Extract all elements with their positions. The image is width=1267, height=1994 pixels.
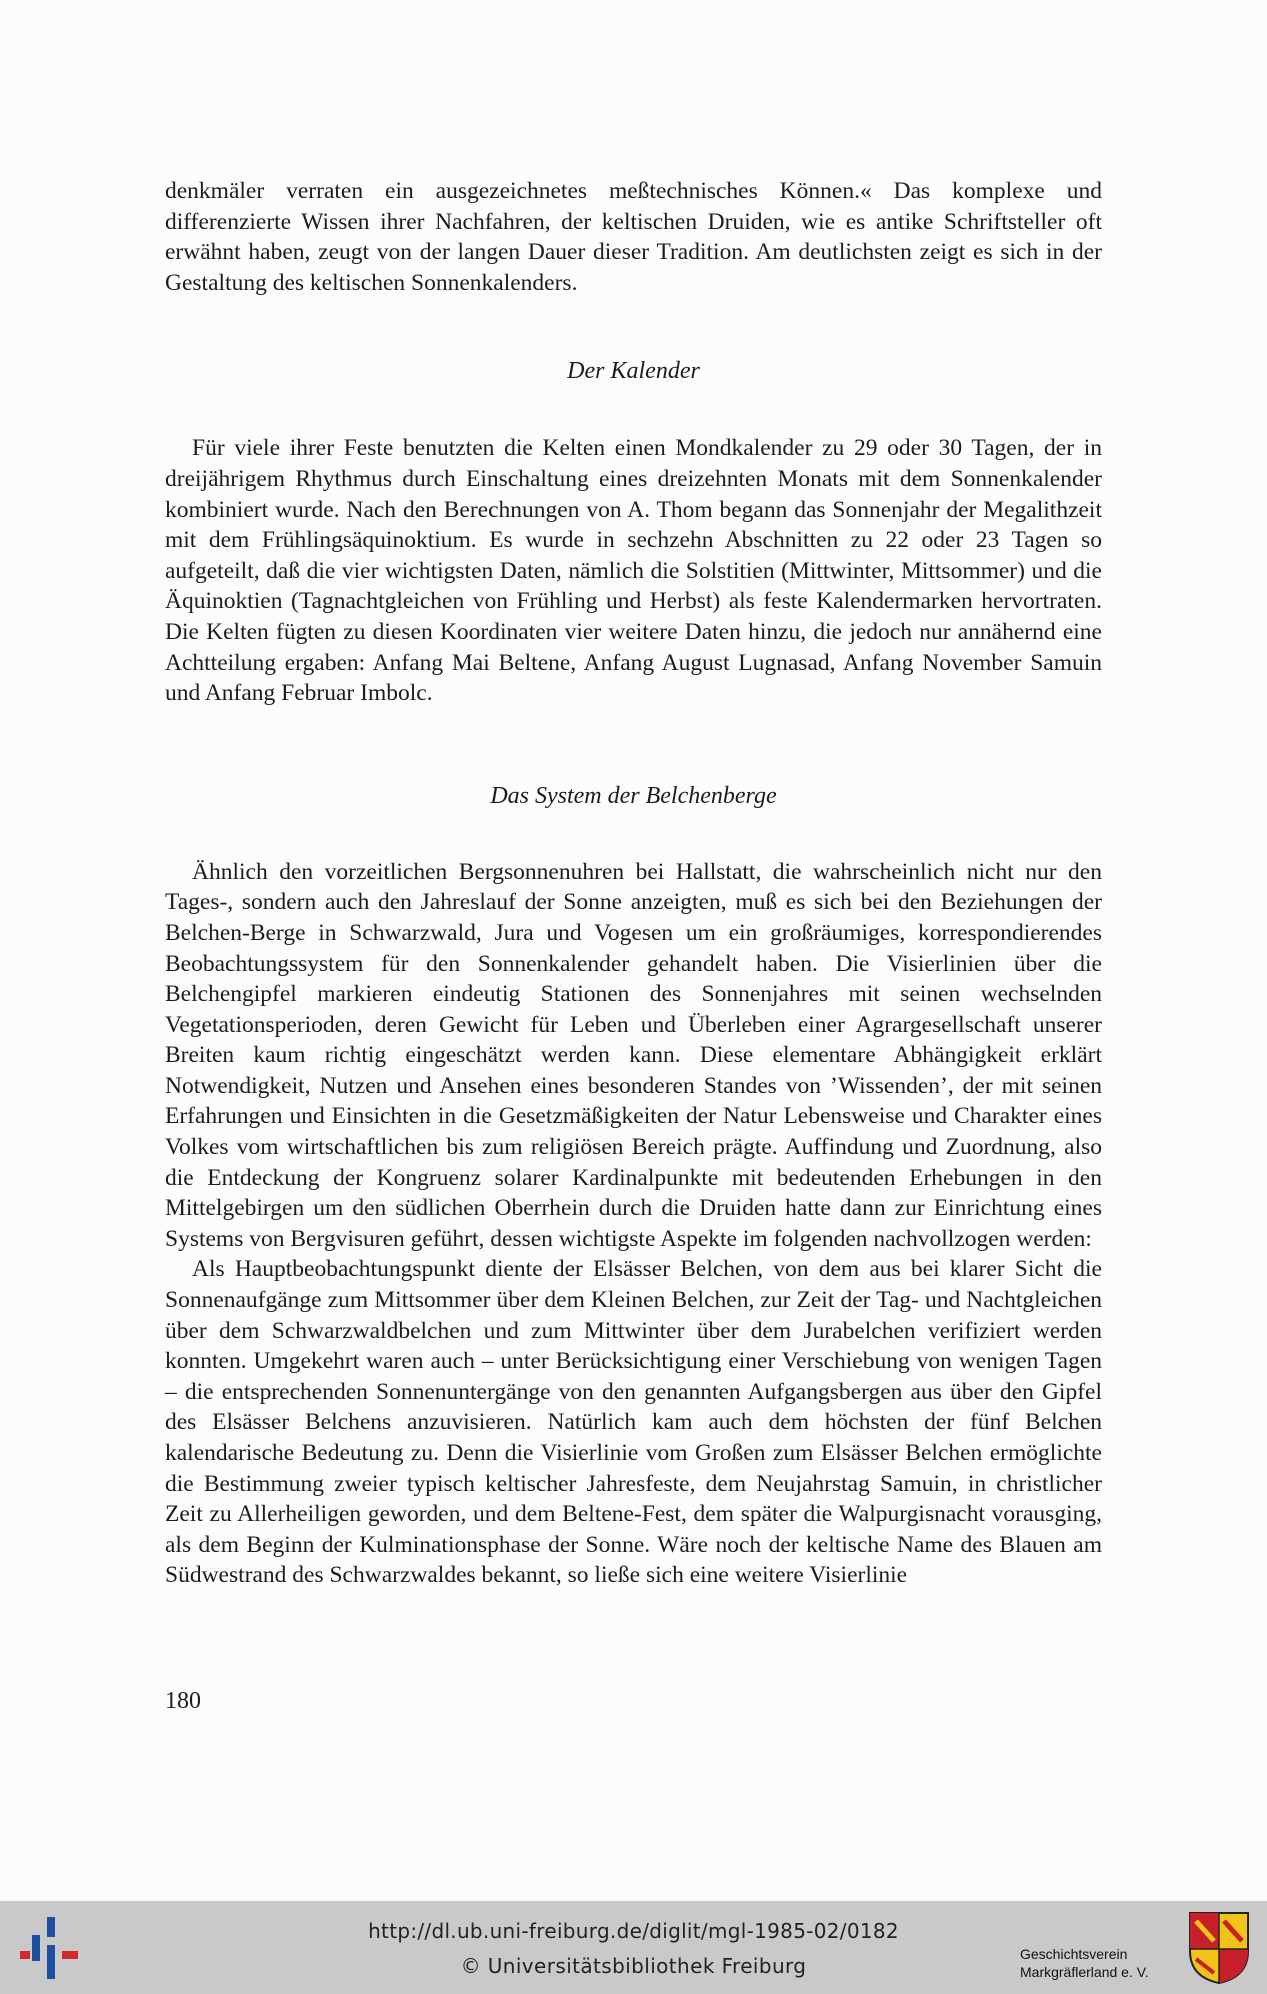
belchen-paragraph-2: Als Hauptbeobachtungspunkt diente der Elsässer Belchen, von dem aus bei klarer Sicht die Sonnenaufgänge zum Mittsommer über dem Kleinen Belchen, zur Zeit der Tag- und Nachtgleichen über dem Schwarzwaldbelchen und zum Mittwinter über dem Jurabelchen verifiziert werden konnten. Umgekehrt waren auch – unter Berücksichtigung einer Verschiebung von wenigen Tagen – die entsprechenden Sonnenuntergänge von den genannten Aufgangsbergen aus über den Gipfel des Elsässer Belchens anzuvisieren. Natürlich kam auch dem höchsten der fünf Belchen kalendarische Bedeutung zu. Denn die Visierlinie vom Großen zum Elsässer Belchen ermöglichte die Bestimmung zweier typisch keltischer Jahresfeste, dem Neujahrstag Samuin, in christlicher Zeit zu Allerheiligen geworden, und dem Beltene-Fest, dem später die Walpurgisnacht vorausging, als dem Beginn der Kulminationsphase der Sonne. Wäre noch der keltische Name des Blauen am Südwestrand des Schwarzwaldes bekannt, so ließe sich eine weitere Visierlinie [165,1256,1102,1589]
permalink-url[interactable]: http://dl.ub.uni-freiburg.de/diglit/mgl-1985-02/0182 [368,1919,899,1943]
page-number: 180 [165,1688,201,1714]
text-column [165,176,1102,1591]
society-name [1020,1945,1149,1981]
section-heading-belchenberge: Das System der Belchenberge [490,782,777,809]
belchen-paragraph-1: Ähnlich den vorzeitlichen Bergsonnenuhren bei Hallstatt, die wahrscheinlich nicht nur den Tages-, sondern auch den Jahreslauf der Sonne anzeigten, muß es sich bei den Beziehungen der Belchen-Berge in Schwarzwald, Jura und Vogesen um ein großräumiges, korrespondierendes Beobachtungssystem für den Sonnenkalender gehandelt haben. Die Visierlinien über die Belchengipfel markieren eindeutig Stationen des Sonnenjahres mit seinen wechselnden Vegetationsperioden, deren Gewicht für Leben und Überleben einer Agrargesellschaft unserer Breiten kaum richtig eingeschätzt werden kann. Diese elementare Abhängigkeit erklärt Notwendigkeit, Nutzen und Ansehen eines besonderen Standes von ’Wissenden’, der mit seinen Erfahrungen und Einsichten in die Gesetzmäßigkeiten der Natur Lebensweise und Charakter eines Volkes vom wirtschaftlichen bis zum religiösen Bereich prägte. Auffindung und Zuordnung, also die Entdeckung der Kongruenz solarer Kardinalpunkte mit bedeutenden Erhebungen in den Mittelgebirgen um den südlichen Oberrhein durch die Druiden hatte dann zur Einrichtung eines Systems von Bergvisuren geführt, dessen wichtigste Aspekte im folgenden nachvollzogen werden: [165,858,1102,1252]
copyright-notice: © Universitätsbibliothek Freiburg [460,1954,807,1978]
intro-paragraph: denkmäler verraten ein ausgezeichnetes meßtechnisches Können.« Das komplexe und differenzierte Wissen ihrer Nachfahren, der keltischen Druiden, wie es antike Schriftsteller oft erwähnt haben, zeugt von der langen Dauer dieser Tradition. Am deutlichsten zeigt es sich in der Gestaltung des keltischen Sonnenkalenders. [165,178,1102,296]
kalender-paragraph: Für viele ihrer Feste benutzten die Kelten einen Mondkalender zu 29 oder 30 Tagen, der in dreijährigem Rhythmus durch Einschaltung eines dreizehnten Monats mit dem Sonnenkalender kombiniert wurde. Nach den Berechnungen von A. Thom begann das Sonnenjahr der Megalithzeit mit dem Frühlingsäquinoktium. Es wurde in sechzehn Abschnitten zu 22 oder 23 Tagen so aufgeteilt, daß die vier wichtigsten Daten, nämlich die Solstitien (Mittwinter, Mittsommer) und die Äquinoktien (Tagnachtgleichen von Frühling und Herbst) als feste Kalendermarken hervortraten. Die Kelten fügten zu diesen Koordinaten vier weitere Daten hinzu, die jedoch nur annähernd eine Achtteilung ergaben: Anfang Mai Beltene, Anfang August Lugnasad, Anfang November Samuin und Anfang Februar Imbolc. [165,435,1102,707]
section-heading-kalender: Der Kalender [567,358,700,385]
viewer-footer [0,1901,1267,1994]
society-line-1: Geschichtsverein [1020,1946,1128,1962]
society-line-2: Markgräflerland e. V. [1020,1964,1149,1980]
coat-of-arms-icon [1188,1911,1250,1985]
